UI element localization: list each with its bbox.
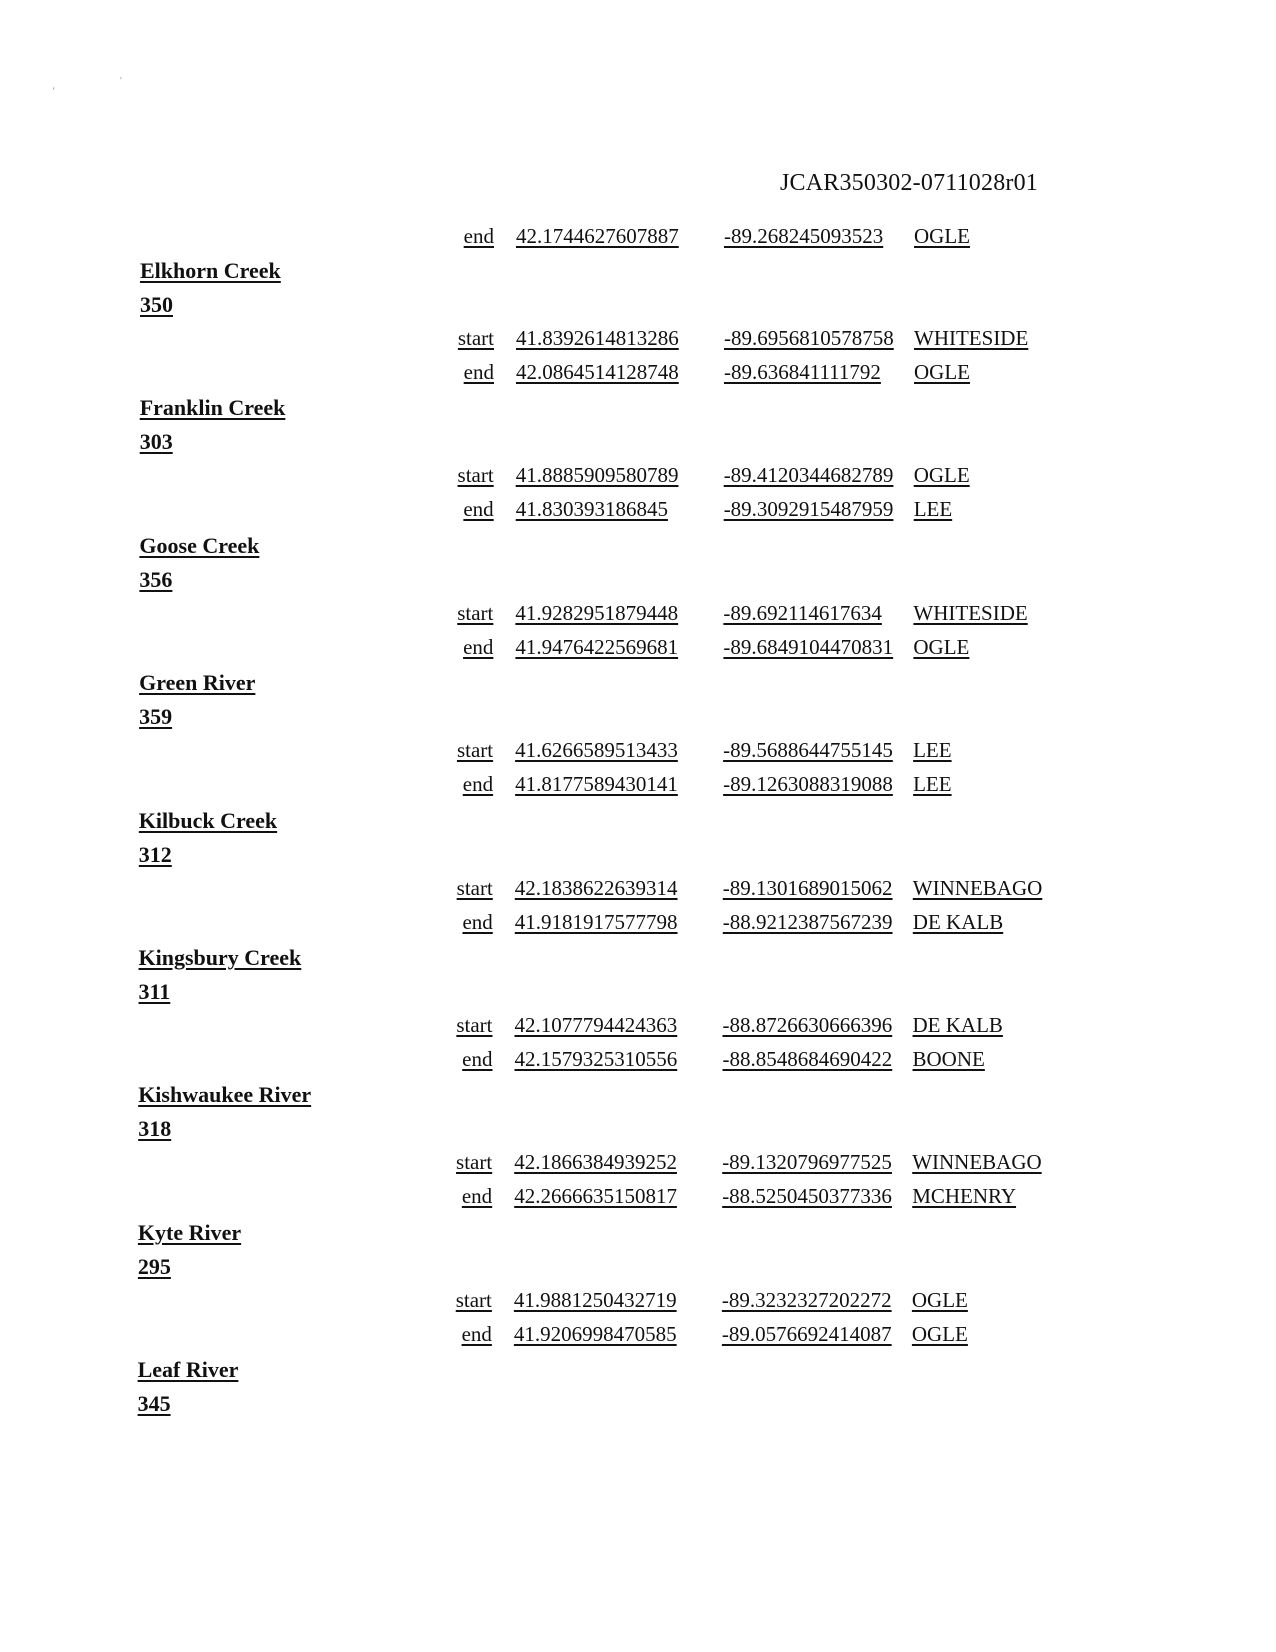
- latitude: 41.9181917577798: [514, 909, 678, 934]
- county: LEE: [913, 497, 953, 522]
- longitude: -89.0576692414087: [721, 1321, 892, 1346]
- county: DE KALB: [912, 1013, 1003, 1037]
- stream-name: Goose Creek: [139, 532, 260, 558]
- longitude: -89.3232327202272: [721, 1287, 892, 1312]
- county: MCHENRY: [912, 1184, 1017, 1209]
- latitude: 42.1077794424363: [514, 1013, 678, 1037]
- longitude: -89.6956810578758: [724, 326, 894, 350]
- longitude: -89.1320796977525: [722, 1150, 892, 1175]
- stream-code: 350: [140, 292, 173, 317]
- county: OGLE: [913, 463, 970, 488]
- coordinate-row: [0, 224, 1276, 254]
- latitude: 41.830393186845: [515, 497, 668, 522]
- coordinate-row: [0, 772, 1276, 802]
- coordinate-row: [0, 635, 1276, 665]
- county: OGLE: [914, 360, 970, 384]
- latitude: 41.8177589430141: [515, 772, 678, 797]
- longitude: -89.4120344682789: [723, 463, 894, 488]
- point-type: end: [463, 497, 494, 522]
- latitude: 41.6266589513433: [515, 738, 678, 763]
- county: WHITESIDE: [913, 600, 1028, 625]
- stream-name: Green River: [139, 670, 256, 696]
- longitude: -89.1263088319088: [723, 772, 893, 797]
- latitude: 42.0864514128748: [516, 360, 679, 384]
- county: DE KALB: [912, 909, 1004, 934]
- latitude: 41.9282951879448: [515, 600, 679, 625]
- stream-name: Elkhorn Creek: [140, 258, 281, 283]
- longitude: -89.5688644755145: [723, 738, 893, 763]
- point-type: start: [457, 463, 494, 488]
- longitude: -88.8726630666396: [722, 1013, 893, 1037]
- longitude: -89.6849104470831: [723, 634, 894, 659]
- coordinate-row: [0, 1288, 1276, 1318]
- scan-mark: ‘: [52, 86, 56, 97]
- longitude: -88.5250450377336: [722, 1184, 892, 1209]
- county: OGLE: [914, 224, 970, 248]
- point-type: start: [456, 875, 493, 900]
- latitude: 42.1838622639314: [514, 875, 678, 900]
- point-type: start: [456, 1013, 493, 1037]
- county: OGLE: [911, 1287, 968, 1312]
- coordinate-row: [0, 360, 1276, 390]
- point-type: start: [455, 1287, 492, 1312]
- county: WINNEBAGO: [912, 875, 1043, 900]
- latitude: 41.9476422569681: [515, 634, 679, 659]
- county: OGLE: [913, 634, 970, 659]
- county: LEE: [913, 738, 952, 763]
- coordinate-row: [0, 738, 1276, 768]
- longitude: -89.3092915487959: [723, 497, 894, 522]
- point-type: end: [461, 1321, 492, 1346]
- coordinate-row: [0, 1150, 1276, 1180]
- latitude: 42.2666635150817: [514, 1184, 677, 1209]
- scan-mark: ': [120, 76, 122, 87]
- stream-code: 345: [137, 1391, 171, 1417]
- stream-code: 318: [138, 1116, 172, 1142]
- coordinate-row: [0, 1047, 1276, 1077]
- latitude: 41.8885909580789: [515, 463, 679, 488]
- county: BOONE: [912, 1047, 985, 1071]
- stream-code: 311: [138, 979, 171, 1004]
- stream-code: 356: [139, 566, 173, 592]
- point-type: end: [463, 634, 494, 659]
- stream-code: 303: [139, 429, 173, 455]
- coordinate-row: [0, 1322, 1276, 1352]
- stream-name: Kingsbury Creek: [138, 945, 302, 970]
- stream-name: Franklin Creek: [139, 395, 286, 421]
- latitude: 42.1579325310556: [514, 1047, 678, 1071]
- longitude: -88.9212387567239: [722, 909, 893, 934]
- latitude: 41.8392614813286: [516, 326, 679, 350]
- point-type: end: [462, 772, 494, 797]
- coordinate-row: [0, 463, 1276, 493]
- coordinate-row: [0, 910, 1276, 940]
- county: OGLE: [911, 1321, 968, 1346]
- latitude: 41.9206998470585: [513, 1321, 677, 1346]
- point-type: end: [462, 909, 493, 934]
- point-type: end: [463, 360, 494, 384]
- longitude: -89.692114617634: [723, 600, 882, 625]
- latitude: 42.1866384939252: [514, 1150, 677, 1175]
- latitude: 41.9881250432719: [513, 1287, 677, 1312]
- document-id: JCAR350302-0711028r01: [780, 170, 1038, 196]
- stream-name: Kishwaukee River: [138, 1082, 312, 1108]
- longitude: -88.8548684690422: [722, 1047, 893, 1071]
- county: WINNEBAGO: [912, 1150, 1042, 1175]
- coordinate-row: [0, 497, 1276, 527]
- coordinate-row: [0, 326, 1276, 356]
- point-type: start: [456, 738, 494, 763]
- longitude: -89.268245093523: [724, 224, 884, 248]
- stream-code: 295: [137, 1253, 171, 1279]
- stream-name: Leaf River: [137, 1357, 239, 1383]
- longitude: -89.1301689015062: [722, 875, 893, 900]
- longitude: -89.636841111792: [724, 360, 881, 384]
- stream-name: Kilbuck Creek: [138, 807, 278, 833]
- coordinate-row: [0, 1184, 1276, 1214]
- point-type: end: [462, 1047, 493, 1071]
- point-type: start: [457, 326, 494, 350]
- stream-code: 359: [139, 704, 173, 730]
- county: LEE: [913, 772, 952, 797]
- latitude: 42.1744627607887: [516, 224, 679, 248]
- coordinate-row: [0, 876, 1276, 906]
- county: WHITESIDE: [914, 326, 1029, 350]
- stream-code: 312: [138, 841, 172, 867]
- stream-name: Kyte River: [137, 1219, 242, 1245]
- point-type: end: [463, 224, 494, 248]
- point-type: end: [461, 1184, 493, 1209]
- point-type: start: [457, 600, 494, 625]
- coordinate-row: [0, 601, 1276, 631]
- point-type: start: [456, 1150, 493, 1175]
- coordinate-row: [0, 1013, 1276, 1043]
